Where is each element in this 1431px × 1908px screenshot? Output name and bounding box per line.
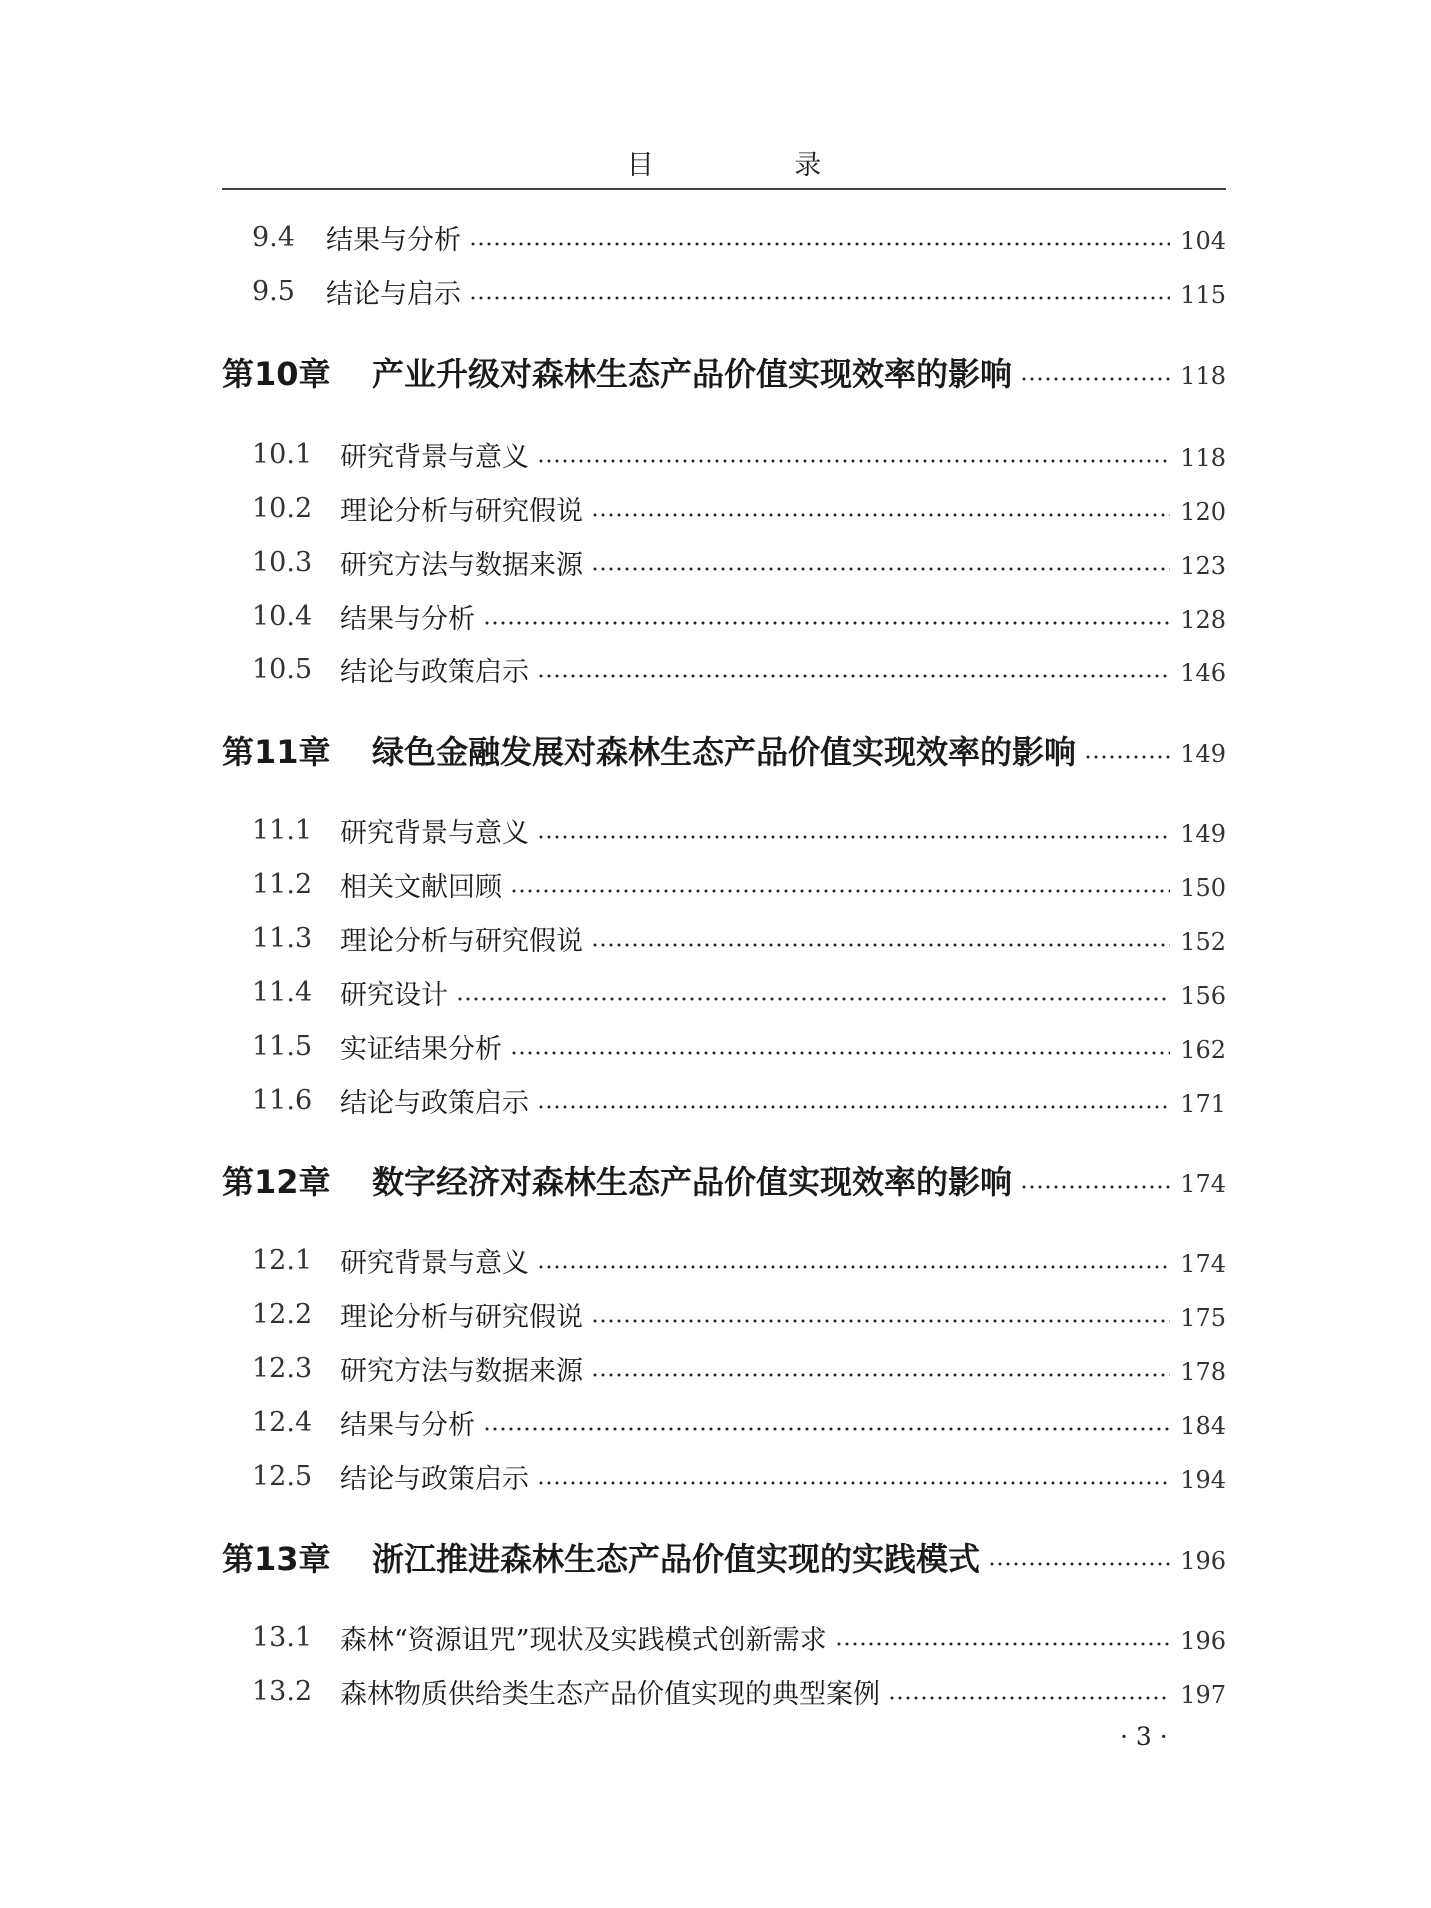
toc-entry-page: 171 xyxy=(1180,1090,1226,1118)
chapter-title: 浙江推进森林生态产品价值实现的实践模式 xyxy=(372,1540,981,1578)
toc-entry-page: 120 xyxy=(1180,498,1226,526)
toc-entry[interactable] xyxy=(222,1024,1226,1068)
dot-leader xyxy=(456,997,1170,1001)
chapter-page: 149 xyxy=(1180,740,1226,768)
toc-entry-title: 研究背景与意义 xyxy=(340,1247,529,1279)
toc-entry-title: 结论与政策启示 xyxy=(340,1463,529,1495)
toc-entry-title: 研究设计 xyxy=(340,979,448,1011)
dot-leader xyxy=(1020,377,1170,381)
toc-entry-title: 森林物质供给类生态产品价值实现的典型案例 xyxy=(340,1678,880,1710)
dot-leader xyxy=(510,889,1170,893)
toc-entry[interactable] xyxy=(222,1454,1226,1498)
toc-entry-title: 理论分析与研究假说 xyxy=(340,1301,583,1333)
toc-entry-number: 10.5 xyxy=(252,653,313,685)
toc-entry-title: 结果与分析 xyxy=(340,603,475,635)
toc-entry-page: 175 xyxy=(1180,1304,1226,1332)
dot-leader xyxy=(469,296,1170,300)
toc-entry-page: 115 xyxy=(1180,281,1226,309)
toc-entry-number: 12.5 xyxy=(252,1460,313,1492)
toc-entry-number: 11.5 xyxy=(252,1030,313,1062)
toc-entry-number: 10.3 xyxy=(252,546,313,578)
toc-entry[interactable] xyxy=(222,432,1226,476)
chapter-page: 118 xyxy=(1180,362,1226,390)
toc-entry[interactable] xyxy=(222,1400,1226,1444)
dot-leader xyxy=(835,1642,1170,1646)
toc-entry[interactable] xyxy=(222,1078,1226,1122)
toc-entry[interactable] xyxy=(222,1238,1226,1282)
chapter-title: 绿色金融发展对森林生态产品价值实现效率的影响 xyxy=(372,733,1077,771)
dot-leader xyxy=(537,1105,1170,1109)
toc-entry-page: 156 xyxy=(1180,982,1226,1010)
toc-entry[interactable] xyxy=(222,269,1226,313)
toc-entry[interactable] xyxy=(222,486,1226,530)
toc-entry-page: 118 xyxy=(1180,444,1226,472)
toc-entry-page: 123 xyxy=(1180,552,1226,580)
toc-entry-page: 128 xyxy=(1180,606,1226,634)
dot-leader xyxy=(591,943,1170,947)
toc-entry-number: 12.1 xyxy=(252,1244,313,1276)
toc-entry-number: 11.2 xyxy=(252,868,313,900)
toc-entry[interactable] xyxy=(222,1615,1226,1659)
toc-entry[interactable] xyxy=(222,540,1226,584)
toc-entry-number: 9.4 xyxy=(252,221,295,253)
toc-entry-number: 12.3 xyxy=(252,1352,313,1384)
chapter-number: 第11章 xyxy=(222,733,331,771)
toc-entry-page: 184 xyxy=(1180,1412,1226,1440)
toc-entry[interactable] xyxy=(222,1292,1226,1336)
dot-leader xyxy=(537,1265,1170,1269)
chapter-number: 第12章 xyxy=(222,1163,331,1201)
toc-entry-title: 结论与政策启示 xyxy=(340,1087,529,1119)
page-header-title: 目 录 xyxy=(626,150,888,181)
dot-leader xyxy=(591,567,1170,571)
toc-chapter[interactable] xyxy=(222,728,1226,772)
dot-leader xyxy=(888,1696,1170,1700)
dot-leader xyxy=(988,1562,1170,1566)
toc-entry-number: 11.1 xyxy=(252,814,313,846)
toc-entry[interactable] xyxy=(222,808,1226,852)
toc-entry[interactable] xyxy=(222,970,1226,1014)
dot-leader xyxy=(537,835,1170,839)
chapter-number: 第10章 xyxy=(222,355,331,393)
chapter-title: 数字经济对森林生态产品价值实现效率的影响 xyxy=(372,1163,1013,1201)
toc-entry-title: 研究背景与意义 xyxy=(340,441,529,473)
dot-leader xyxy=(1020,1185,1170,1189)
toc-entry[interactable] xyxy=(222,916,1226,960)
dot-leader xyxy=(483,1427,1170,1431)
dot-leader xyxy=(537,459,1170,463)
toc-entry-title: 理论分析与研究假说 xyxy=(340,495,583,527)
toc-entry-number: 11.3 xyxy=(252,922,313,954)
toc-entry-number: 13.1 xyxy=(252,1621,313,1653)
toc-chapter[interactable] xyxy=(222,1535,1226,1579)
toc-entry-page: 146 xyxy=(1180,659,1226,687)
toc-entry-number: 9.5 xyxy=(252,275,295,307)
toc-entry-title: 研究背景与意义 xyxy=(340,817,529,849)
toc-entry-title: 结果与分析 xyxy=(340,1409,475,1441)
toc-entry-page: 162 xyxy=(1180,1036,1226,1064)
toc-entry[interactable] xyxy=(222,215,1226,259)
toc-entry-page: 104 xyxy=(1180,227,1226,255)
chapter-title: 产业升级对森林生态产品价值实现效率的影响 xyxy=(372,355,1013,393)
dot-leader xyxy=(591,1373,1170,1377)
page-number: · 3 · xyxy=(1120,1722,1168,1751)
toc-entry-title: 结果与分析 xyxy=(326,224,461,256)
toc-entry-page: 150 xyxy=(1180,874,1226,902)
dot-leader xyxy=(537,674,1170,678)
toc-entry-page: 194 xyxy=(1180,1466,1226,1494)
toc-entry-page: 152 xyxy=(1180,928,1226,956)
dot-leader xyxy=(483,621,1170,625)
toc-entry[interactable] xyxy=(222,862,1226,906)
dot-leader xyxy=(591,513,1170,517)
toc-entry-title: 理论分析与研究假说 xyxy=(340,925,583,957)
toc-entry-title: 研究方法与数据来源 xyxy=(340,1355,583,1387)
dot-leader xyxy=(469,242,1170,246)
toc-entry-number: 10.4 xyxy=(252,600,313,632)
toc-entry-number: 10.2 xyxy=(252,492,313,524)
chapter-number: 第13章 xyxy=(222,1540,331,1578)
toc-entry-title: 结论与启示 xyxy=(326,278,461,310)
chapter-page: 196 xyxy=(1180,1547,1226,1575)
toc-entry-number: 13.2 xyxy=(252,1675,313,1707)
toc-entry-page: 174 xyxy=(1180,1250,1226,1278)
toc-entry-page: 197 xyxy=(1180,1681,1226,1709)
toc-entry-page: 178 xyxy=(1180,1358,1226,1386)
toc-entry[interactable] xyxy=(222,1346,1226,1390)
toc-entry-page: 149 xyxy=(1180,820,1226,848)
toc-entry[interactable] xyxy=(222,1669,1226,1713)
toc-chapter[interactable] xyxy=(222,350,1226,394)
toc-entry-number: 11.4 xyxy=(252,976,313,1008)
dot-leader xyxy=(1084,755,1170,759)
toc-entry-title: 相关文献回顾 xyxy=(340,871,502,903)
toc-entry-number: 12.4 xyxy=(252,1406,313,1438)
toc-entry-title: 结论与政策启示 xyxy=(340,656,529,688)
toc-entry-title: 实证结果分析 xyxy=(340,1033,502,1065)
toc-entry-title: 森林“资源诅咒”现状及实践模式创新需求 xyxy=(340,1624,827,1656)
dot-leader xyxy=(510,1051,1170,1055)
toc-chapter[interactable] xyxy=(222,1158,1226,1202)
toc-entry-number: 11.6 xyxy=(252,1084,313,1116)
dot-leader xyxy=(537,1481,1170,1485)
toc-entry[interactable] xyxy=(222,647,1226,691)
toc-entry-number: 12.2 xyxy=(252,1298,313,1330)
toc-entry-title: 研究方法与数据来源 xyxy=(340,549,583,581)
toc-entry-page: 196 xyxy=(1180,1627,1226,1655)
toc-entry-number: 10.1 xyxy=(252,438,313,470)
header-rule xyxy=(222,188,1226,190)
toc-entry[interactable] xyxy=(222,594,1226,638)
dot-leader xyxy=(591,1319,1170,1323)
chapter-page: 174 xyxy=(1180,1170,1226,1198)
